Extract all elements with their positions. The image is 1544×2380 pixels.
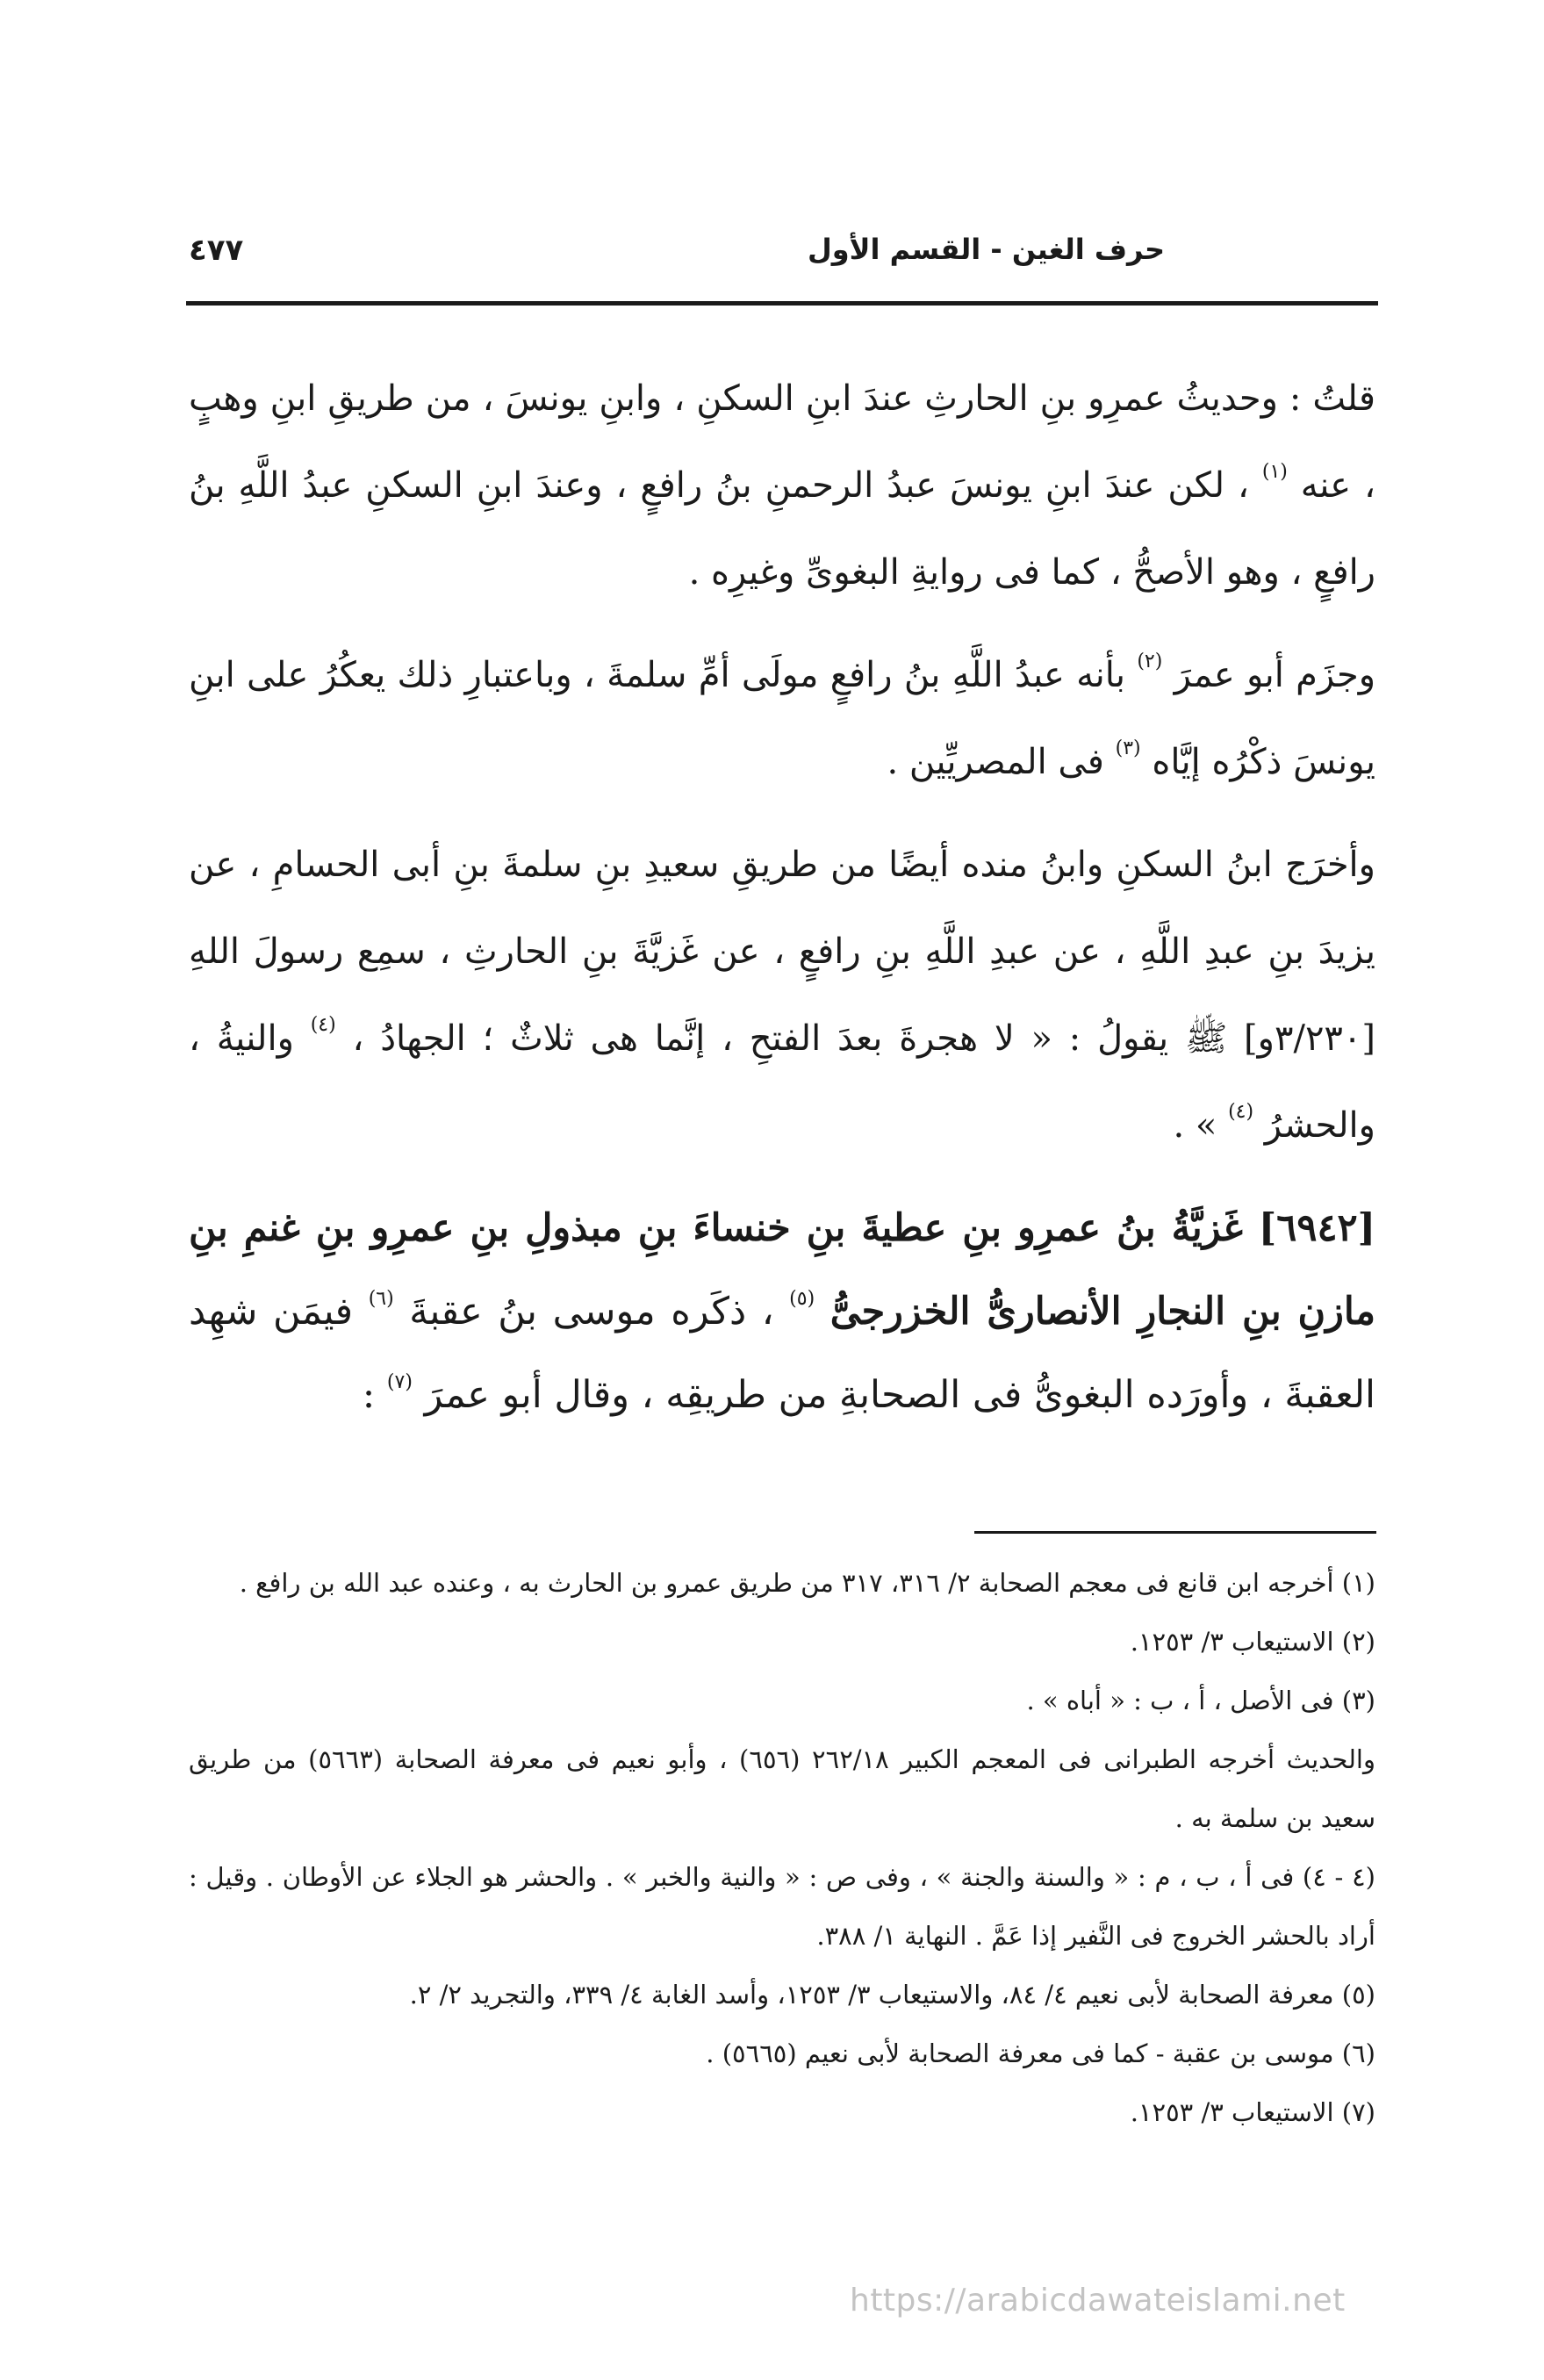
- footnote-6: (٦) موسى بن عقبة - كما فى معرفة الصحابة لأبى نعيم (٥٦٦٥) .: [706, 2038, 1375, 2068]
- paragraph-3: [189, 822, 1375, 1169]
- footnote-ref-3: (٣): [1115, 737, 1141, 759]
- footnote-7: (٧) الاستيعاب ٣/ ١٢٥٣.: [1130, 2097, 1375, 2127]
- footnote-3-continuation: والحديث أخرجه الطبرانى فى المعجم الكبير ٢٦٢/١٨ (٦٥٦) ، وأبو نعيم فى معرفة الصحابة (٥٦٦٣) من طريق سعيد بن سلمة به .: [189, 1744, 1375, 1833]
- paragraph-3-text-b: والنيةُ ، والحشرُ: [189, 1018, 1375, 1146]
- watermark-url: https://arabicdawateislami.net: [850, 2283, 1346, 2319]
- footnote-ref-5: (٥): [789, 1288, 815, 1310]
- footnote-ref-7: (٧): [386, 1371, 413, 1393]
- chapter-title: حرف الغين - القسم الأول: [807, 233, 1165, 266]
- footnote-ref-4-end: (٤): [1228, 1101, 1254, 1123]
- paragraph-1: [189, 356, 1375, 616]
- running-header: [189, 233, 1375, 285]
- footnote-3: (٣) فى الأصل ، أ ، ب : « أباه » .: [1026, 1686, 1375, 1715]
- paragraph-2-text-a: وجزَم أبو عمرَ: [1174, 655, 1376, 695]
- footnote-ref-2: (٢): [1137, 651, 1163, 672]
- footnote-ref-1: (١): [1261, 461, 1288, 483]
- footnote-ref-4-start: (٤): [310, 1014, 336, 1036]
- paragraph-2-text-c: فى المصريِّين .: [887, 742, 1104, 782]
- footnote-ref-6: (٦): [368, 1288, 394, 1310]
- footnote-4: (٤ - ٤) فى أ ، ب ، م : « والسنة والجنة » ، وفى ص : « والنية والخبر » . والحشر هو الجلاء عن الأوطان . وقيل : أراد بالحشر الخروج فى النَّفير إذا عَمَّ . النهاية ١/ ٣٨٨.: [189, 1862, 1375, 1951]
- footnote-2: (٢) الاستيعاب ٣/ ١٢٥٣.: [1130, 1627, 1375, 1657]
- paragraph-1-text-a: قلتُ : وحديثُ عمرِو بنِ الحارثِ عندَ ابنِ السكنِ ، وابنِ يونسَ ، من طريقِ ابنِ وهبٍ ، عنه: [189, 378, 1375, 506]
- paragraph-2-text-b: بأنه عبدُ اللَّهِ بنُ رافعٍ مولَى أمِّ سلمةَ ، وباعتبارِ ذلك يعكُرُ على ابنِ يونسَ ذكْرُه إيَّاه: [189, 655, 1375, 782]
- footnote-separator: [974, 1531, 1376, 1534]
- footnote-5: (٥) معرفة الصحابة لأبى نعيم ٤/ ٨٤، والاستيعاب ٣/ ١٢٥٣، وأسد الغابة ٤/ ٣٣٩، والتجريد ٢/ ٢.: [409, 1980, 1375, 2010]
- footnotes: [189, 1554, 1375, 2142]
- entry-heading: [٦٩٤٢] غَزيَّةُ بنُ عمرِو بنِ عطيةَ بنِ خنساءَ بنِ مبذولِ بنِ عمرِو بنِ غنمِ بنِ مازنِ بنِ النجارِ الأنصارىُّ الخزرجىُّ: [189, 1206, 1376, 1334]
- header-rule: [186, 301, 1378, 306]
- biography-entry: [189, 1187, 1375, 1437]
- paragraph-2: [189, 632, 1375, 806]
- entry-text-b: فيمَن شهِد العقبةَ ، وأورَده البغوىُّ فى الصحابةِ من طريقِه ، وقال أبو عمرَ: [189, 1290, 1375, 1417]
- entry-text-c: :: [362, 1373, 376, 1417]
- page-number: ٤٧٧: [189, 233, 244, 268]
- footnote-1: (١) أخرجه ابن قانع فى معجم الصحابة ٢/ ٣١٦، ٣١٧ من طريق عمرو بن الحارث به ، وعنده عبد الله بن رافع .: [239, 1568, 1375, 1598]
- paragraph-1-text-b: ، لكن عندَ ابنِ يونسَ عبدُ الرحمنِ بنُ رافعٍ ، وعندَ ابنِ السكنِ عبدُ اللَّهِ بنُ رافعٍ ، وهو الأصحُّ ، كما فى روايةِ البغوىِّ وغيرِه .: [189, 465, 1375, 593]
- entry-text-a: ، ذكَره موسى بنُ عقبةَ: [409, 1290, 774, 1334]
- main-text: [189, 356, 1375, 1437]
- paragraph-3-text-c: » .: [1173, 1105, 1217, 1146]
- paragraph-3-text-a: وأخرَج ابنُ السكنِ وابنُ منده أيضًا من طريقِ سعيدِ بنِ سلمةَ بنِ أبى الحسامِ ، عن يزيدَ بنِ عبدِ اللَّهِ ، عن عبدِ اللَّهِ بنِ رافعٍ ، عن غَزيَّةَ بنِ الحارثِ ، سمِع رسولَ اللهِ [٣/٢٣٠و] ﷺ يقولُ : « لا هجرةَ بعدَ الفتحِ ، إنَّما هى ثلاثٌ ؛ الجهادُ ،: [189, 845, 1376, 1059]
